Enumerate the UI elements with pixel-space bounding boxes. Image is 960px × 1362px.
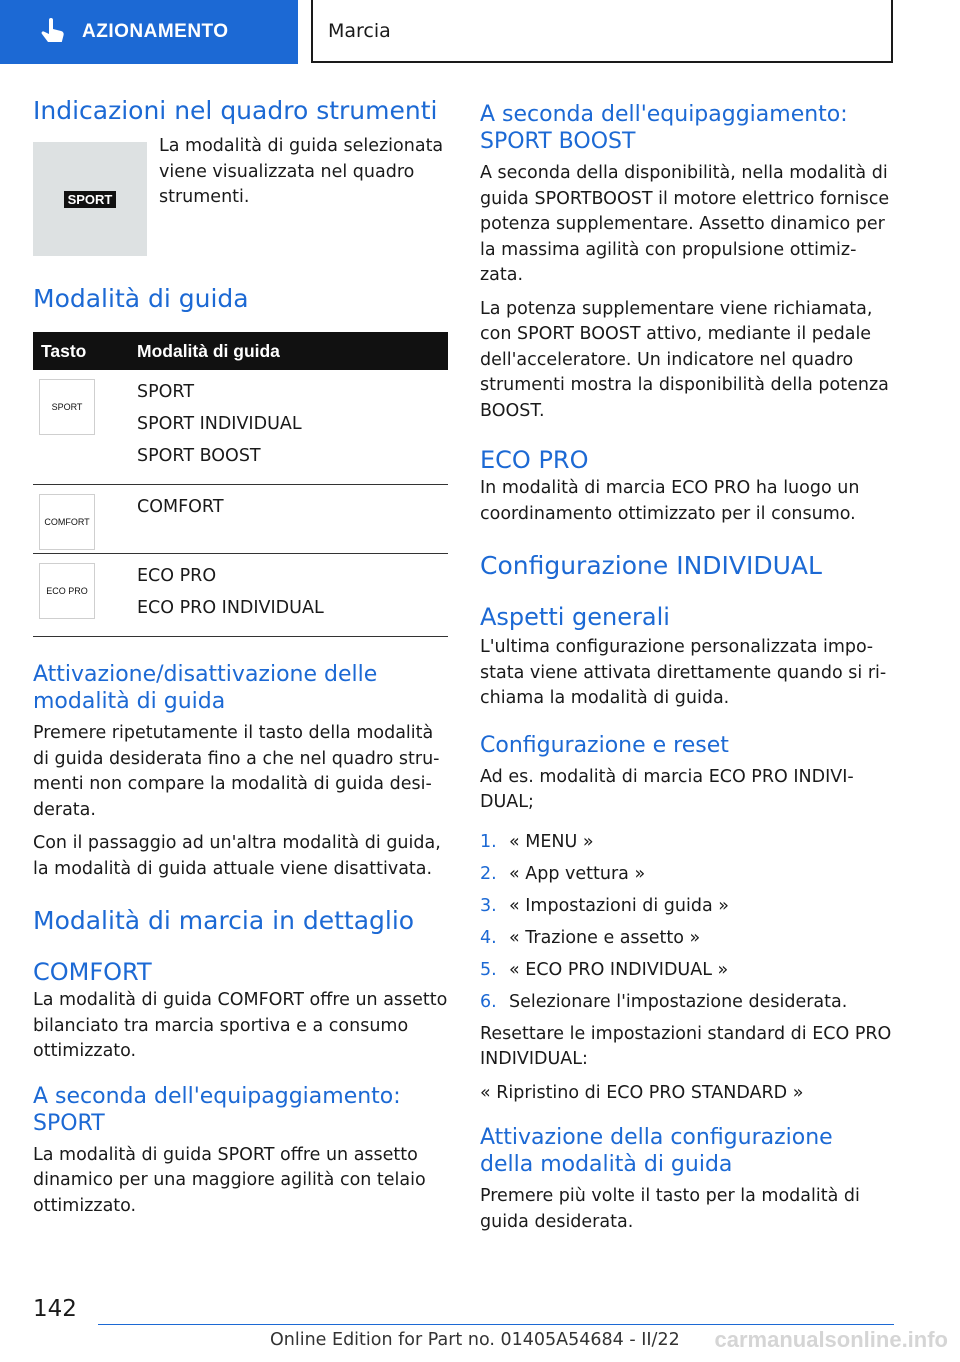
mode-label: SPORT BOOST bbox=[137, 446, 261, 466]
mode-label: ECO PRO bbox=[137, 566, 217, 586]
comfort-heading: COMFORT bbox=[33, 958, 152, 986]
general-text: L'ultima configurazione personalizzata impostata viene attivata direttamente quando si richiama la modalità di guida. bbox=[480, 637, 887, 708]
table-header-row bbox=[33, 332, 448, 370]
comfort-text: La modalità di guida COMFORT offre un assetto bilanciato tra marcia sportiva e a consumo ottimizzato. bbox=[33, 990, 448, 1061]
comfort-button-image: COMFORT bbox=[39, 494, 95, 550]
list-item: 1. « MENU » bbox=[480, 831, 594, 852]
boost-text-2: La potenza supplementare viene richiamata, con SPORT BOOST attivo, mediante il pedale dell'acceleratore. Un indicatore nel quadro strumenti mostra la disponibilità della potenza BOOST. bbox=[480, 298, 889, 421]
boost-text-1: A seconda della disponibilità, nella modalità di guida SPORTBOOST il motore elettrico fornisce potenza supplementare. Assetto dinamico per la massima agilità con propulsione ottimizzata. bbox=[480, 163, 890, 285]
dashboard-sport-image bbox=[33, 142, 147, 256]
list-item: 3. « Impostazioni di guida » bbox=[480, 895, 729, 916]
activation-text-1: Premere ripetutamente il tasto della modalità di guida desiderata fino a che nel quadro strumenti non compare la modalità di guida desiderata. bbox=[33, 723, 440, 820]
hand-pointer-icon bbox=[38, 17, 68, 47]
section-tab[interactable] bbox=[0, 0, 298, 64]
list-item: 2. « App vettura » bbox=[480, 863, 646, 884]
section-title: AZIONAMENTO bbox=[82, 21, 229, 42]
ecopro-text: In modalità di marcia ECO PRO ha luogo un coordinamento ottimizzato per il consumo. bbox=[480, 478, 860, 524]
dashboard-heading: Indicazioni nel quadro strumenti bbox=[33, 96, 438, 125]
mode-label: SPORT INDIVIDUAL bbox=[137, 414, 302, 434]
mode-label: SPORT bbox=[137, 382, 195, 402]
table-header-key: Tasto bbox=[33, 332, 137, 370]
mode-label: ECO PRO INDIVIDUAL bbox=[137, 598, 324, 618]
chapter-title: Marcia bbox=[328, 19, 391, 42]
general-heading: Aspetti generali bbox=[480, 603, 670, 631]
footer-divider bbox=[98, 1324, 894, 1325]
chapter-box bbox=[311, 0, 893, 63]
table-row bbox=[33, 485, 448, 554]
reset-path: « Ripristino di ECO PRO STANDARD » bbox=[480, 1082, 804, 1103]
reset-intro: Ad es. modalità di marcia ECO PRO INDIVIDUAL; bbox=[480, 766, 854, 812]
list-item: 6. Selezionare l'impostazione desiderata. bbox=[480, 991, 848, 1012]
sport-button-image: SPORT bbox=[39, 379, 95, 435]
right-column bbox=[480, 96, 892, 1235]
activate-config-text: Premere più volte il tasto per la modalità di guida desiderata. bbox=[480, 1186, 860, 1232]
reset-text: Resettare le impostazioni standard di ECO PRO INDIVIDUAL: bbox=[480, 1023, 892, 1069]
activation-text-2: Con il passaggio ad un'altra modalità di guida, la modalità di guida attuale viene disattivata. bbox=[33, 833, 441, 879]
dashboard-text: La modalità di guida selezionata viene visualizzata nel quadro strumenti. bbox=[159, 136, 444, 207]
mode-label: COMFORT bbox=[137, 497, 224, 517]
dashboard-intro bbox=[33, 136, 448, 256]
left-column bbox=[33, 96, 448, 1219]
config-heading: Configurazione INDIVIDUAL bbox=[480, 551, 822, 580]
reset-heading: Configurazione e reset bbox=[480, 732, 729, 758]
edition-note: Online Edition for Part no. 01405A54684 - II/22 bbox=[270, 1330, 680, 1350]
boost-heading: A seconda dell'equipaggiamento: SPORT BOOST bbox=[480, 102, 848, 154]
sport-heading: A seconda dell'equipaggiamento: SPORT bbox=[33, 1083, 401, 1136]
list-item: 4. « Trazione e assetto » bbox=[480, 927, 701, 948]
table-row bbox=[33, 554, 448, 637]
sport-indicator: SPORT bbox=[64, 191, 117, 208]
table-row bbox=[33, 370, 448, 485]
ecopro-heading: ECO PRO bbox=[480, 446, 589, 474]
modes-heading: Modalità di guida bbox=[33, 284, 249, 313]
sport-text: La modalità di guida SPORT offre un assetto dinamico per una maggiore agilità con telaio ottimizzato. bbox=[33, 1144, 426, 1216]
list-item: 5. « ECO PRO INDIVIDUAL » bbox=[480, 959, 729, 980]
table-header-mode: Modalità di guida bbox=[137, 332, 448, 370]
activation-heading: Attivazione/disattivazione delle modalità di guida bbox=[33, 662, 378, 714]
detail-heading: Modalità di marcia in dettaglio bbox=[33, 906, 415, 935]
watermark: carmanualsonline.info bbox=[714, 1327, 948, 1352]
eco-pro-button-image: ECO PRO bbox=[39, 563, 95, 619]
activate-config-heading: Attivazione della configurazione della modalità di guida bbox=[480, 1125, 833, 1177]
modes-table bbox=[33, 332, 448, 637]
page-number: 142 bbox=[33, 1296, 77, 1322]
steps-list bbox=[480, 826, 892, 1018]
